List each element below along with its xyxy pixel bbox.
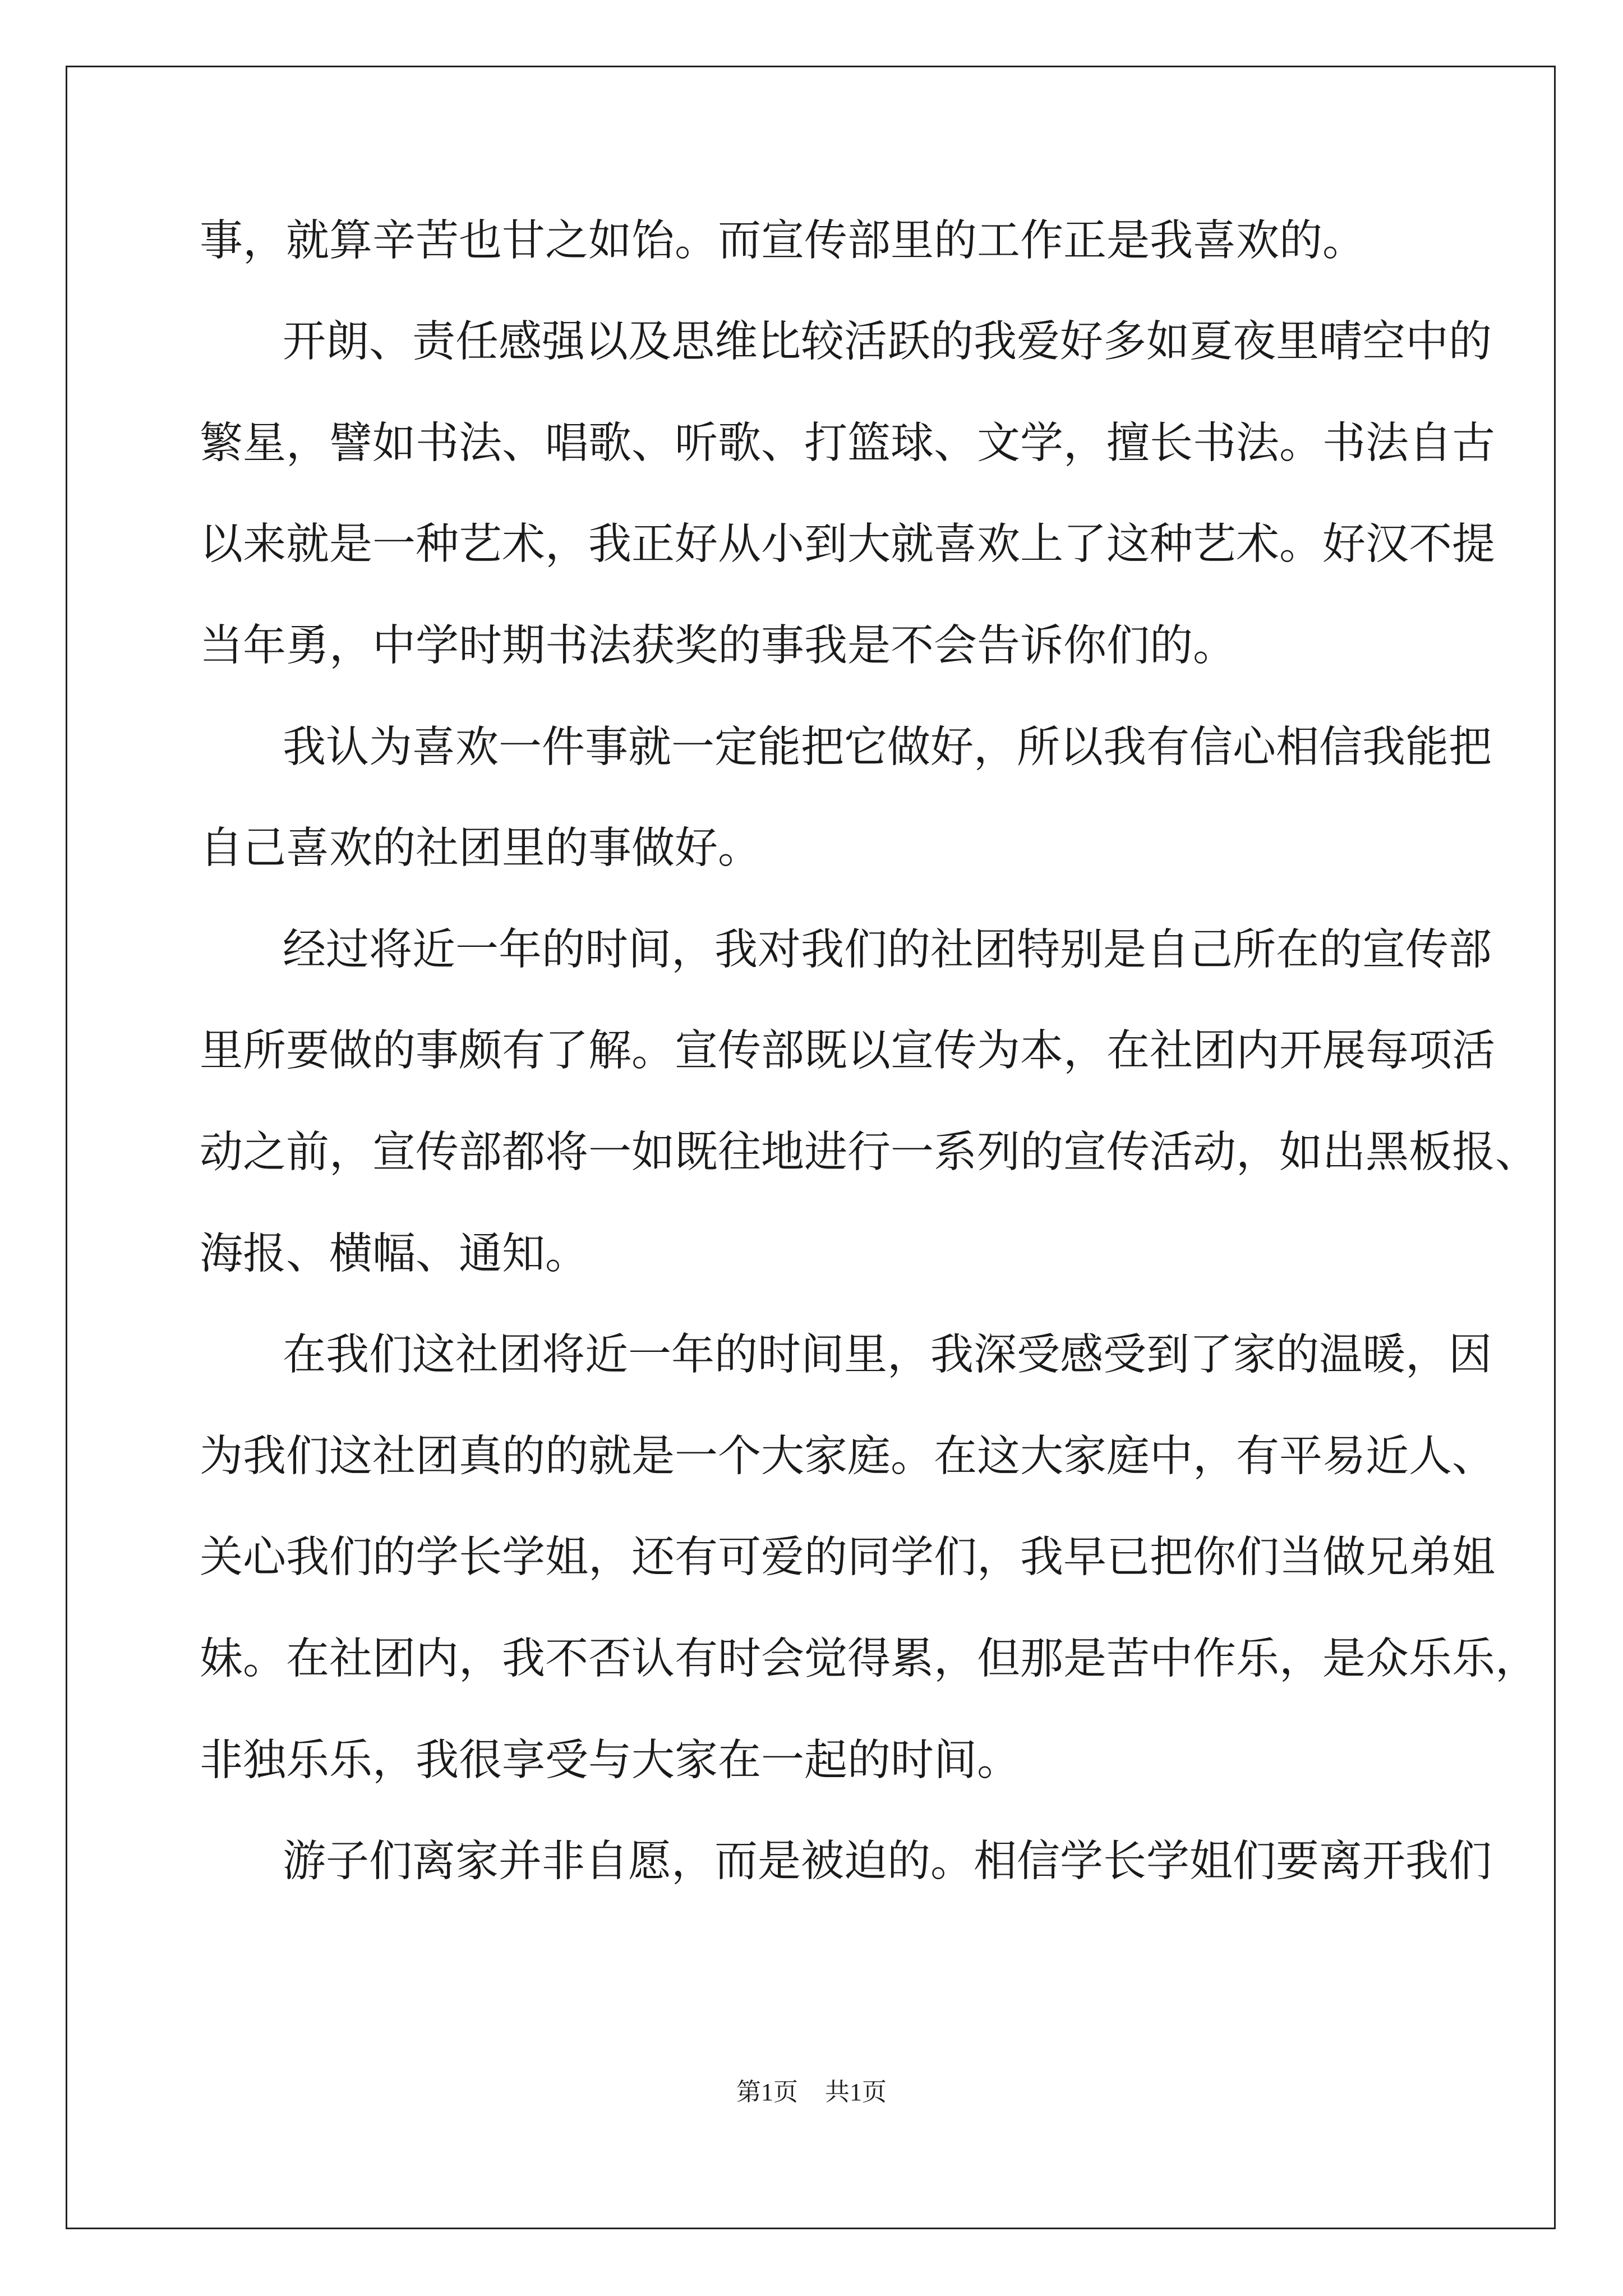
text-line: 妹。在社团内，我不否认有时会觉得累，但那是苦中作乐，是众乐乐， bbox=[200, 1634, 1538, 1684]
page-footer bbox=[0, 2076, 1623, 2109]
text-line: 经过将近一年的时间，我对我们的社团特别是自己所在的宣传部 bbox=[283, 925, 1492, 975]
text-line: 里所要做的事颇有了解。宣传部既以宣传为本，在社团内开展每项活 bbox=[200, 1026, 1495, 1076]
text-line: 关心我们的学长学姐，还有可爱的同学们，我早已把你们当做兄弟姐 bbox=[200, 1533, 1495, 1582]
page-total: 共1页 bbox=[825, 2078, 887, 2106]
text-line: 非独乐乐，我很享受与大家在一起的时间。 bbox=[200, 1736, 1020, 1786]
text-line: 为我们这社团真的的就是一个大家庭。在这大家庭中，有平易近人、 bbox=[200, 1432, 1495, 1481]
text-line: 动之前，宣传部都将一如既往地进行一系列的宣传活动，如出黑板报、 bbox=[200, 1128, 1538, 1177]
text-line: 繁星，譬如书法、唱歌、听歌、打篮球、文学，擅长书法。书法自古 bbox=[200, 418, 1495, 468]
text-line: 游子们离家并非自愿，而是被迫的。相信学长学姐们要离开我们 bbox=[283, 1837, 1492, 1887]
text-line: 在我们这社团将近一年的时间里，我深受感受到了家的温暖，因 bbox=[283, 1330, 1492, 1380]
text-line: 自己喜欢的社团里的事做好。 bbox=[200, 823, 761, 873]
text-line: 以来就是一种艺术，我正好从小到大就喜欢上了这种艺术。好汉不提 bbox=[200, 519, 1495, 569]
text-line: 开朗、责任感强以及思维比较活跃的我爱好多如夏夜里晴空中的 bbox=[283, 317, 1492, 367]
page-number: 第1页 bbox=[736, 2078, 798, 2106]
text-line: 海报、横幅、通知。 bbox=[200, 1229, 588, 1279]
text-line: 事，就算辛苦也甘之如饴。而宣传部里的工作正是我喜欢的。 bbox=[200, 216, 1366, 266]
text-line: 我认为喜欢一件事就一定能把它做好，所以我有信心相信我能把 bbox=[283, 723, 1492, 772]
text-line: 当年勇，中学时期书法获奖的事我是不会告诉你们的。 bbox=[200, 621, 1236, 671]
